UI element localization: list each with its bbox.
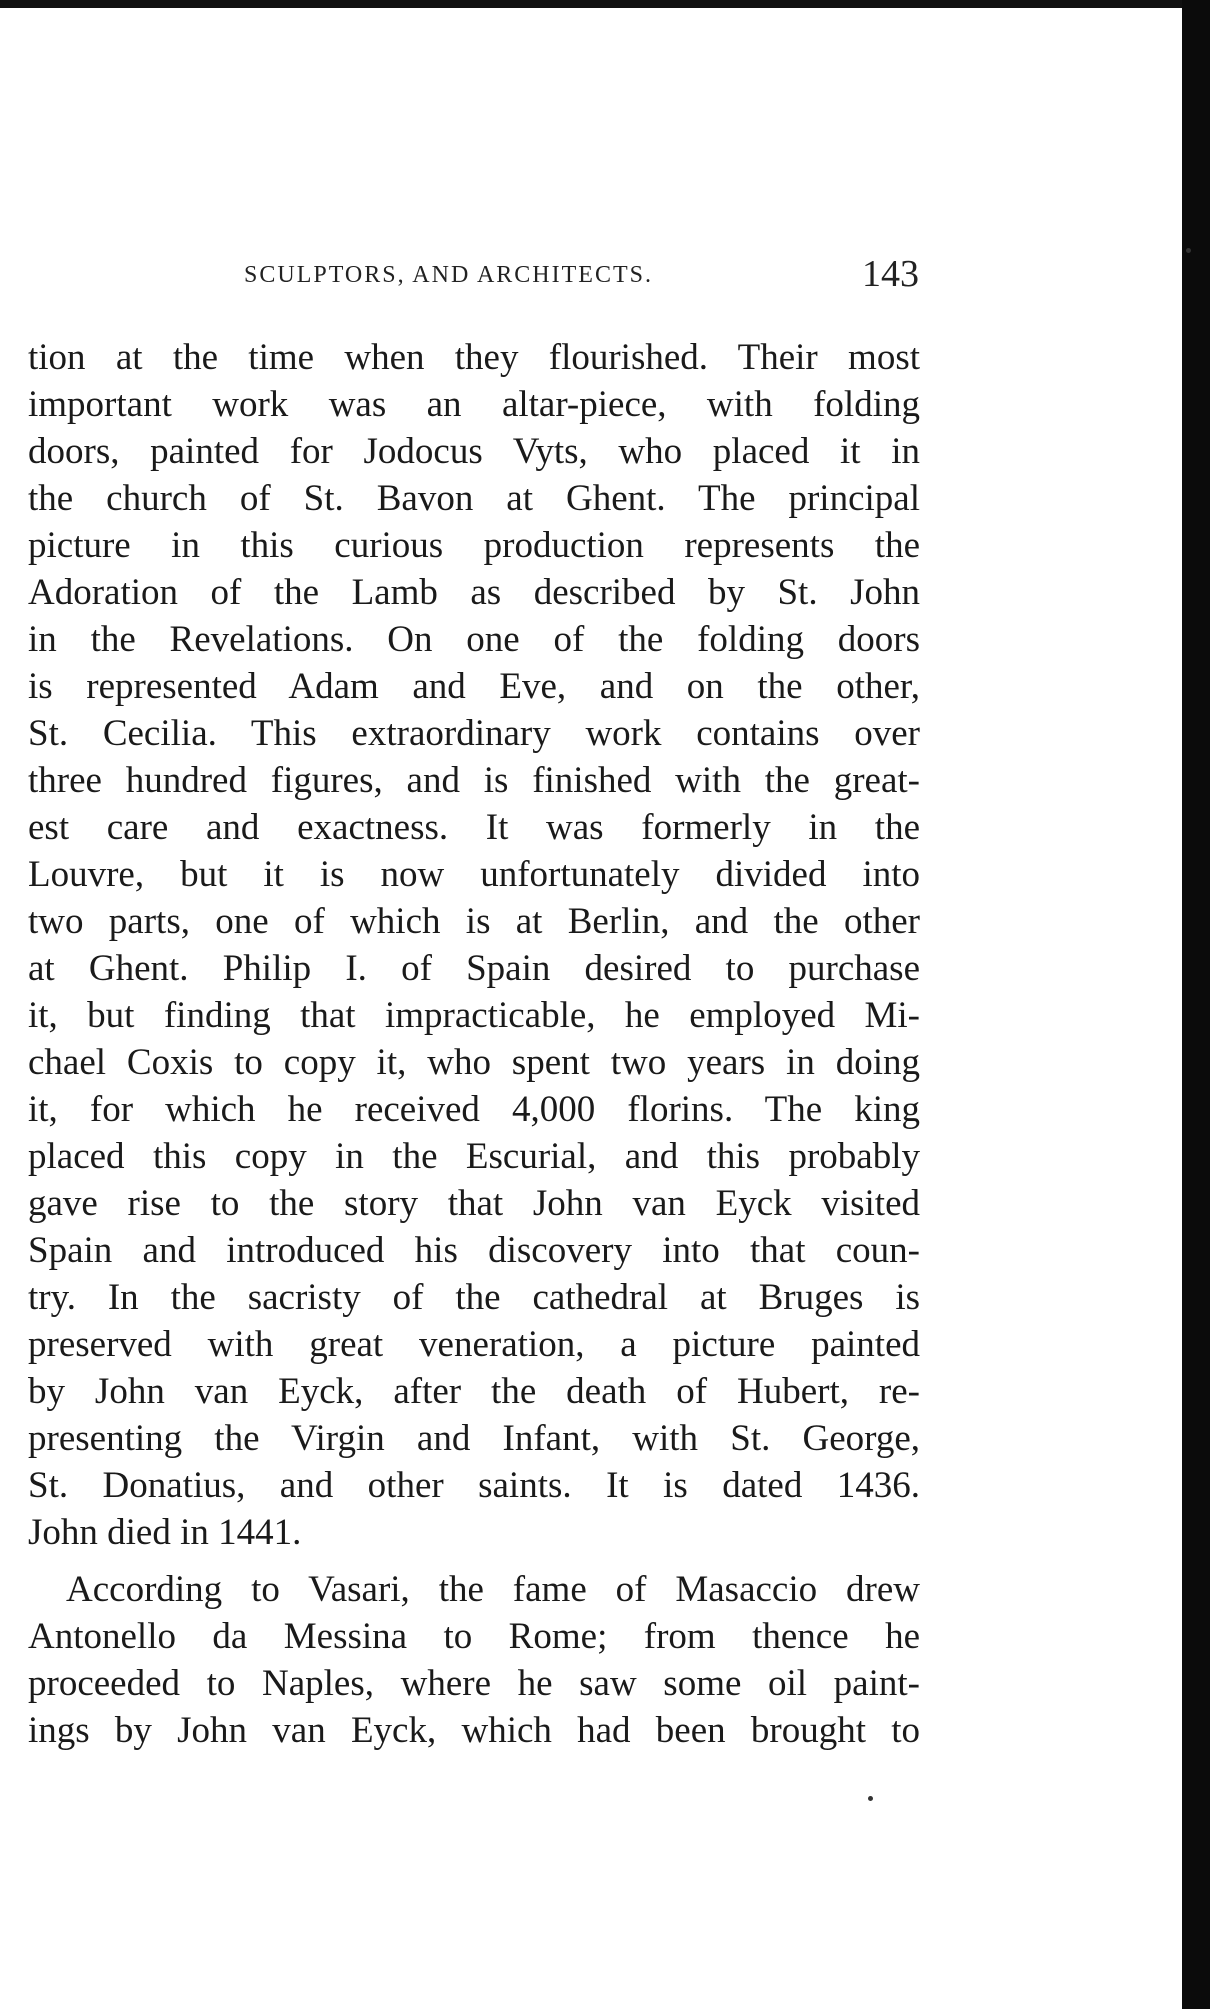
scan-top-border (0, 0, 1210, 8)
text-line: important work was an altar-piece, with folding (28, 384, 920, 425)
text-line: St. Donatius, and other saints. It is dated 1436. (28, 1465, 920, 1506)
text-line: preserved with great veneration, a picture painted (28, 1324, 920, 1365)
text-line: by John van Eyck, after the death of Hubert, re- (28, 1371, 920, 1412)
text-line: St. Cecilia. This extraordinary work contains over (28, 713, 920, 754)
text-line: it, but finding that impracticable, he employed Mi- (28, 995, 920, 1036)
body-text (28, 334, 920, 1754)
text-line: tion at the time when they flourished. Their most (28, 337, 920, 378)
text-line: Adoration of the Lamb as described by St. John (28, 572, 920, 613)
paragraph-spacer (28, 1556, 920, 1566)
text-line: Louvre, but it is now unfortunately divided into (28, 854, 920, 895)
scan-right-border (1182, 0, 1210, 2009)
paragraph-1 (28, 334, 920, 1556)
text-line: it, for which he received 4,000 florins. The king (28, 1089, 920, 1130)
text-line: proceeded to Naples, where he saw some oil paint- (28, 1663, 920, 1704)
text-line: picture in this curious production represents the (28, 525, 920, 566)
scan-speck (868, 1796, 873, 1801)
text-line: placed this copy in the Escurial, and this probably (28, 1136, 920, 1177)
text-line: est care and exactness. It was formerly in the (28, 807, 920, 848)
text-line: presenting the Virgin and Infant, with St. George, (28, 1418, 920, 1459)
text-line: is represented Adam and Eve, and on the other, (28, 666, 920, 707)
text-line: Antonello da Messina to Rome; from thence he (28, 1616, 920, 1657)
text-line: chael Coxis to copy it, who spent two years in doing (28, 1042, 920, 1083)
running-head: SCULPTORS, AND ARCHITECTS. (244, 262, 653, 288)
text-line: ings by John van Eyck, which had been brought to (28, 1710, 920, 1751)
scan-speck (1186, 248, 1191, 253)
text-line: According to Vasari, the fame of Masaccio drew (66, 1569, 920, 1610)
text-line: Spain and introduced his discovery into that coun- (28, 1230, 920, 1271)
text-line: at Ghent. Philip I. of Spain desired to purchase (28, 948, 920, 989)
text-line: gave rise to the story that John van Eyck visited (28, 1183, 920, 1224)
text-line: John died in 1441. (28, 1512, 302, 1553)
text-line: the church of St. Bavon at Ghent. The principal (28, 478, 920, 519)
page-number: 143 (862, 253, 919, 295)
text-line: two parts, one of which is at Berlin, and the other (28, 901, 920, 942)
text-line: try. In the sacristy of the cathedral at Bruges is (28, 1277, 920, 1318)
text-line: in the Revelations. On one of the folding doors (28, 619, 920, 660)
text-line: doors, painted for Jodocus Vyts, who placed it in (28, 431, 920, 472)
text-line: three hundred figures, and is finished with the great- (28, 760, 920, 801)
paragraph-2 (28, 1566, 920, 1754)
